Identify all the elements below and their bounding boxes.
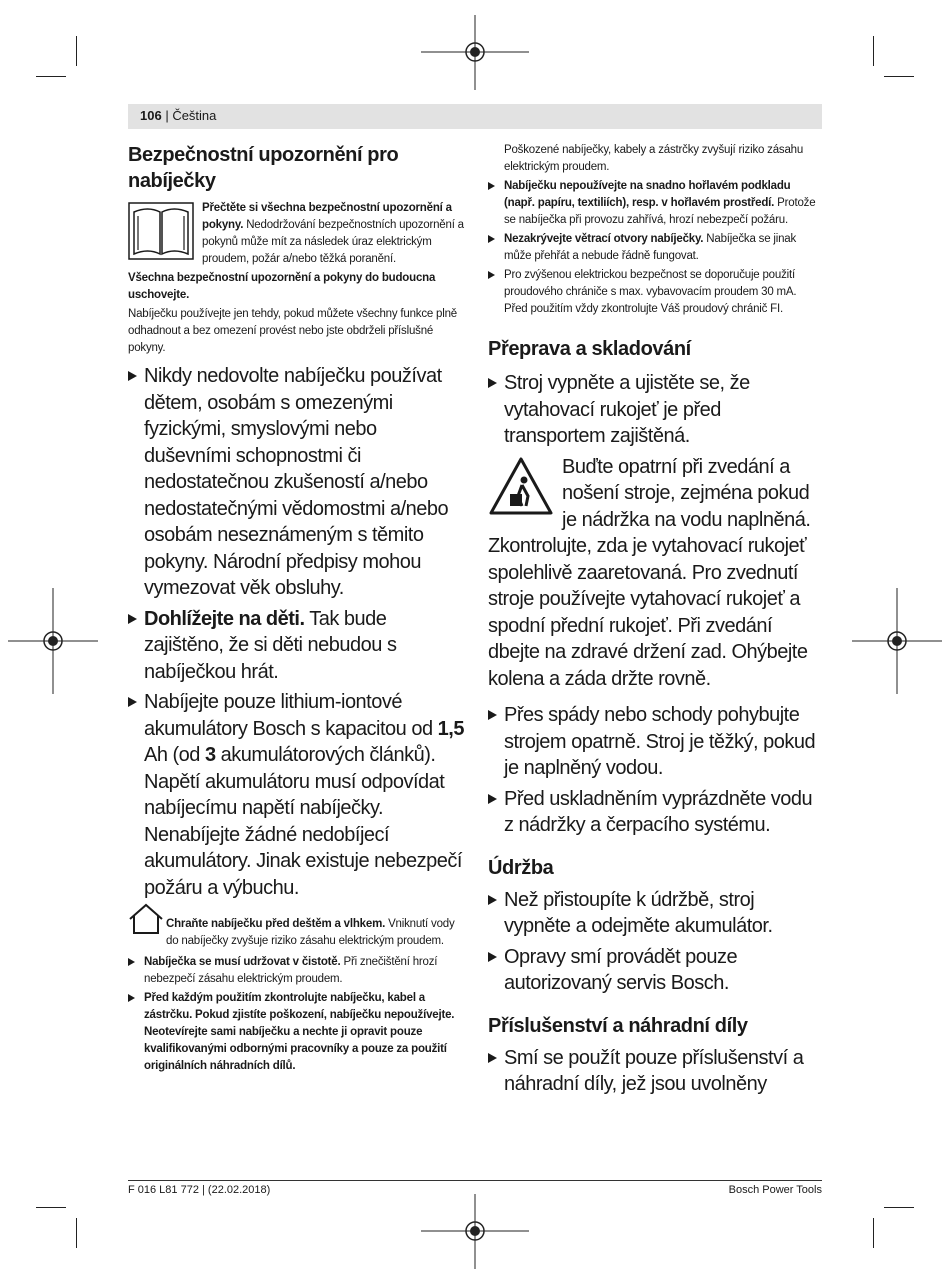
read-instructions-text: Nedodržování bezpečnostních upozornění a pokynů může mít za následek úraz elektrickým proudem, požár a/nebo těžká poranění. bbox=[202, 219, 464, 265]
bullet-icon bbox=[488, 952, 497, 962]
bullet-text: Přes spády nebo schody pohybujte strojem opatrně. Stroj je těžký, pokud je naplněný vodou. bbox=[504, 704, 816, 779]
bullet-icon bbox=[488, 378, 497, 388]
crop-mark bbox=[36, 76, 66, 77]
bullet-text: Nikdy nedovolte nabíječku používat dětem, osobám s omezenými fyzickými, smyslovými nebo duševními schopnostmi či nedostatečnou zkušeností a/nebo nedostatečnými vědomostmi a/nebo osobám neseznámeným s těmito pokyny. Národní předpisy mohou vymezovat věk obsluhy. bbox=[144, 365, 449, 599]
small-bullet-list bbox=[488, 178, 822, 318]
lifting-warning-icon bbox=[488, 456, 554, 516]
damage-note: Poškozené nabíječky, kabely a zástrčky zvyšují riziko zásahu elektrickým proudem. bbox=[504, 144, 804, 173]
registration-mark-right bbox=[852, 588, 942, 694]
section-title-charger-safety: Bezpečnostní upozornění pro nabíječky bbox=[128, 144, 399, 192]
rain-warning-bold: Chraňte nabíječku před deštěm a vlhkem. bbox=[166, 918, 386, 930]
bullet-text: Při znečištění hrozí nebezpečí zásahu elektrickým proudem. bbox=[144, 956, 438, 985]
list-item bbox=[488, 178, 822, 229]
bullet-icon bbox=[128, 614, 137, 624]
bullet-text: Stroj vypněte a ujistěte se, že vytahovací rukojeť je před transportem zajištěná. bbox=[504, 372, 750, 447]
list-item bbox=[488, 944, 822, 997]
crop-mark bbox=[36, 1207, 66, 1208]
bullet-icon bbox=[488, 710, 497, 720]
bullet-icon bbox=[488, 182, 495, 190]
bullet-text: Tak bude zajištěno, že si děti nebudou s nabíječkou hrát. bbox=[144, 607, 397, 683]
keep-instructions bbox=[128, 270, 464, 304]
list-item bbox=[488, 231, 822, 265]
read-instructions-bold: Přečtěte si všechna bezpečnostní upozornění a pokyny. bbox=[202, 202, 452, 231]
list-item bbox=[128, 606, 464, 686]
book-icon bbox=[128, 202, 194, 260]
footer-brand: Bosch Power Tools bbox=[728, 1184, 822, 1196]
bullet-icon bbox=[128, 697, 137, 707]
bullet-icon bbox=[128, 371, 137, 381]
bullet-icon bbox=[128, 958, 135, 966]
crop-mark bbox=[76, 1218, 77, 1248]
bullet-text: Ah (od bbox=[144, 744, 205, 766]
registration-mark-bottom bbox=[421, 1194, 529, 1269]
list-item bbox=[488, 786, 822, 839]
bullet-icon bbox=[488, 895, 497, 905]
list-item bbox=[488, 370, 822, 450]
bullet-bold: Nezakrývejte větrací otvory nabíječky. bbox=[504, 233, 704, 245]
bullet-text: Před uskladněním vyprázdněte vodu z nádržky a čerpacího systému. bbox=[504, 787, 813, 836]
bullet-icon bbox=[488, 1053, 497, 1063]
section-title-maintenance: Údržba bbox=[488, 856, 554, 879]
header-language: Čeština bbox=[172, 108, 217, 123]
left-column bbox=[128, 142, 464, 1075]
bullet-icon bbox=[488, 271, 495, 279]
lifting-warning-text: Buďte opatrní při zvedání a nošení stroje, zejména pokud je nádržka na vodu naplněná. bbox=[562, 455, 811, 531]
right-column bbox=[488, 142, 822, 1098]
bullet-bold: Dohlížejte na děti. bbox=[144, 607, 305, 630]
page-number: 106 bbox=[140, 108, 162, 123]
page-header bbox=[140, 108, 216, 123]
use-conditions: Nabíječku používejte jen tehdy, pokud můžete všechny funkce plně odhadnout a bez omezení provést nebo jste obdrželi příslušné pokyny. bbox=[128, 308, 457, 354]
crop-mark bbox=[873, 36, 874, 66]
bullet-bold: Nabíječka se musí udržovat v čistotě. bbox=[144, 956, 341, 968]
list-item bbox=[488, 267, 822, 318]
rain-warning-text: Vniknutí vody do nabíječky zvyšuje riziko zásahu elektrickým proudem. bbox=[166, 918, 455, 947]
bullet-text: Opravy smí provádět pouze autorizovaný servis Bosch. bbox=[504, 945, 738, 994]
transport-list bbox=[488, 370, 822, 839]
bullet-text: Smí se použít pouze příslušenství a náhradní díly, jež jsou uvolněny bbox=[504, 1046, 804, 1095]
bullet-text: Nabíjejte pouze lithium-iontové akumulátory Bosch s kapacitou od bbox=[144, 691, 438, 740]
bullet-text: Protože se nabíječka při provozu zahřívá, hrozí nebezpečí požáru. bbox=[504, 197, 816, 226]
list-item bbox=[488, 887, 822, 940]
list-item bbox=[488, 702, 822, 782]
list-item bbox=[488, 1045, 822, 1098]
footer-rule bbox=[128, 1180, 822, 1181]
footer-document-id: F 016 L81 772 | (22.02.2018) bbox=[128, 1184, 271, 1196]
maintenance-list bbox=[488, 887, 822, 997]
small-bullet-list bbox=[128, 954, 464, 1075]
lifting-warning bbox=[488, 454, 822, 693]
lifting-instructions: Zkontrolujte, zda je vytahovací rukojeť spolehlivě zaaretovaná. Pro zvednutí stroje používejte vytahovací rukojeť a spodní přední rukojeť. Při zvedání dbejte na zdravé držení zad. Ohýbejte kolena a záda držte rovně. bbox=[488, 535, 808, 690]
page-header-bar bbox=[128, 104, 822, 129]
bullet-text: akumulátorových článků). Napětí akumulátoru musí odpovídat nabíjecímu napětí nabíječky. Nenabíjejte žádné nedobíjecí akumulátory. Jinak existuje nebezpečí požáru a výbuchu. bbox=[144, 744, 462, 899]
registration-mark-left bbox=[8, 588, 98, 694]
header-separator: | bbox=[161, 108, 173, 123]
crop-mark bbox=[884, 76, 914, 77]
bullet-bold: Nabíječku nepoužívejte na snadno hořlavém podkladu (např. papíru, textiliích), resp. v hořlavém prostředí. bbox=[504, 180, 791, 209]
accessories-list bbox=[488, 1045, 822, 1098]
read-instructions-block bbox=[128, 200, 464, 268]
bullet-icon bbox=[488, 235, 495, 243]
crop-mark bbox=[884, 1207, 914, 1208]
house-icon bbox=[128, 903, 164, 935]
bullet-bold: Před každým použitím zkontrolujte nabíječku, kabel a zástrčku. Pokud zjistíte poškození, nabíječku nepoužívejte. Neotevírejte sami nabíječku a nechte ji opravit pouze kvalifikovanými odbornými pracovníky a pouze za použití originálních náhradních dílů. bbox=[144, 992, 455, 1072]
keep-instructions-bold: Všechna bezpečnostní upozornění a pokyny do budoucna uschovejte. bbox=[128, 272, 436, 301]
list-item bbox=[128, 363, 464, 602]
rain-warning bbox=[128, 903, 464, 950]
bullet-icon bbox=[488, 794, 497, 804]
section-title-transport: Přeprava a skladování bbox=[488, 338, 691, 360]
bullet-text: Než přistoupíte k údržbě, stroj vypněte a odejměte akumulátor. bbox=[504, 888, 773, 937]
bullet-text: Pro zvýšenou elektrickou bezpečnost se doporučuje použití proudového chrániče s max. vybavovacím proudem 30 mA. Před použitím vždy zkontrolujte Váš proudový chránič FI. bbox=[504, 269, 797, 315]
registration-mark-top bbox=[421, 15, 529, 90]
list-item bbox=[128, 990, 464, 1075]
list-item bbox=[128, 689, 464, 901]
bullet-text: Nabíječka se jinak může přehřát a nebude řádně fungovat. bbox=[504, 233, 797, 262]
cell-count: 3 bbox=[204, 744, 216, 766]
capacity-value: 1,5 bbox=[437, 717, 464, 740]
crop-mark bbox=[873, 1218, 874, 1248]
crop-mark bbox=[76, 36, 77, 66]
section-title-accessories: Příslušenství a náhradní díly bbox=[488, 1014, 748, 1037]
large-bullet-list bbox=[128, 363, 464, 901]
bullet-icon bbox=[128, 994, 135, 1002]
list-item bbox=[128, 954, 464, 988]
